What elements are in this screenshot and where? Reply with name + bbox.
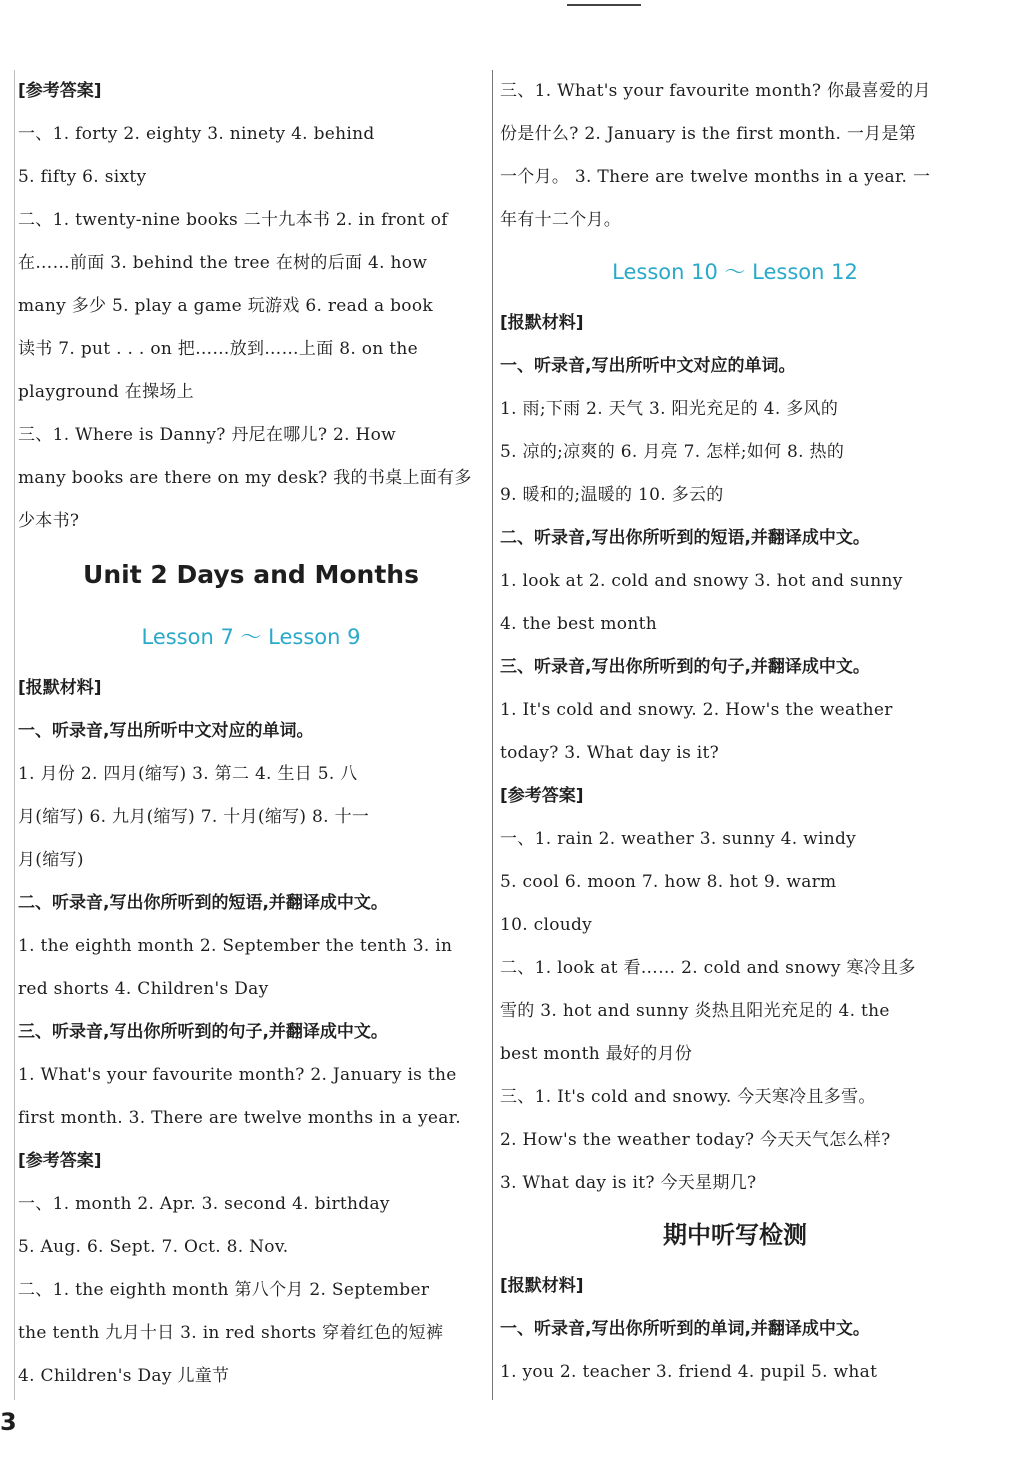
exam-title: 期中听写检测 [663, 1221, 807, 1249]
text-line: first month. 3. There are twelve months in a year. [18, 1108, 461, 1128]
text-line: 读书 7. put . . . on 把……放到……上面 8. on the [18, 339, 418, 359]
material-label: [报默材料] [500, 313, 584, 333]
text-line: 1. 月份 2. 四月(缩写) 3. 第二 4. 生日 5. 八 [18, 764, 358, 784]
text-line: 1. look at 2. cold and snowy 3. hot and sunny [500, 571, 903, 591]
text-line: 1. It's cold and snowy. 2. How's the weather [500, 700, 893, 720]
text-line: 5. Aug. 6. Sept. 7. Oct. 8. Nov. [18, 1237, 289, 1257]
text-line: 5. 凉的;凉爽的 6. 月亮 7. 怎样;如何 8. 热的 [500, 442, 845, 462]
text-line: red shorts 4. Children's Day [18, 979, 269, 999]
text-line: 份是什么? 2. January is the first month. 一月是第 [500, 124, 917, 144]
text-line: 二、1. the eighth month 第八个月 2. September [18, 1280, 430, 1300]
right-column [500, 70, 970, 1394]
text-line: 在……前面 3. behind the tree 在树的后面 4. how [18, 253, 428, 273]
text-line: 5. fifty 6. sixty [18, 167, 147, 187]
task-heading: 二、听录音,写出你所听到的短语,并翻译成中文。 [18, 893, 388, 913]
text-line: 三、1. What's your favourite month? 你最喜爱的月 [500, 81, 931, 101]
text-line: many books are there on my desk? 我的书桌上面有多 [18, 468, 472, 488]
text-line: 1. you 2. teacher 3. friend 4. pupil 5. what [500, 1362, 878, 1382]
text-line: 1. the eighth month 2. September the tenth 3. in [18, 936, 453, 956]
text-line: 5. cool 6. moon 7. how 8. hot 9. warm [500, 872, 837, 892]
task-heading: 三、听录音,写出你所听到的句子,并翻译成中文。 [500, 657, 870, 677]
text-line: 一、1. forty 2. eighty 3. ninety 4. behind [18, 124, 375, 144]
answer-block-1 [18, 113, 484, 543]
text-line: the tenth 九月十日 3. in red shorts 穿着红色的短裤 [18, 1323, 444, 1343]
left-column [18, 70, 484, 1398]
text-line: 三、1. Where is Danny? 丹尼在哪儿? 2. How [18, 425, 396, 445]
text-line: 月(缩写) [18, 850, 84, 870]
answer-label: [参考答案] [18, 1151, 102, 1171]
text-line: 3. What day is it? 今天星期几? [500, 1173, 757, 1193]
text-line: playground 在操场上 [18, 382, 194, 402]
text-line: today? 3. What day is it? [500, 743, 720, 763]
task-heading: 三、听录音,写出你所听到的句子,并翻译成中文。 [18, 1022, 388, 1042]
answer-label: [参考答案] [18, 81, 102, 101]
lesson-title: Lesson 7 ～ Lesson 9 [141, 625, 361, 649]
left-margin-rule [14, 70, 15, 1400]
top-mark [567, 4, 641, 6]
text-line: 年有十二个月。 [500, 210, 622, 230]
text-line: 少本书? [18, 511, 80, 531]
text-line: 二、1. look at 看…… 2. cold and snowy 寒冷且多 [500, 958, 916, 978]
text-line: 9. 暖和的;温暖的 10. 多云的 [500, 485, 724, 505]
text-line: 2. How's the weather today? 今天天气怎么样? [500, 1130, 891, 1150]
text-line: 一、1. month 2. Apr. 3. second 4. birthday [18, 1194, 390, 1214]
column-divider [492, 70, 493, 1400]
text-line: best month 最好的月份 [500, 1044, 693, 1064]
unit-title: Unit 2 Days and Months [83, 560, 419, 589]
text-line: many 多少 5. play a game 玩游戏 6. read a book [18, 296, 433, 316]
material-label: [报默材料] [18, 678, 102, 698]
material-label: [报默材料] [500, 1276, 584, 1296]
text-line: 4. Children's Day 儿童节 [18, 1366, 230, 1386]
text-line: 10. cloudy [500, 915, 593, 935]
text-line: 一、1. rain 2. weather 3. sunny 4. windy [500, 829, 857, 849]
task-heading: 一、听录音,写出所听中文对应的单词。 [18, 721, 314, 741]
text-line: 二、1. twenty-nine books 二十九本书 2. in front of [18, 210, 448, 230]
task-heading: 一、听录音,写出所听中文对应的单词。 [500, 356, 796, 376]
text-line: 月(缩写) 6. 九月(缩写) 7. 十月(缩写) 8. 十一 [18, 807, 370, 827]
task-heading: 一、听录音,写出你所听到的单词,并翻译成中文。 [500, 1319, 870, 1339]
answer-label: [参考答案] [500, 786, 584, 806]
page-number: 3 [0, 1408, 17, 1436]
lesson-title: Lesson 10 ～ Lesson 12 [612, 260, 858, 284]
text-line: 4. the best month [500, 614, 657, 634]
text-line: 雪的 3. hot and sunny 炎热且阳光充足的 4. the [500, 1001, 890, 1021]
text-line: 三、1. It's cold and snowy. 今天寒冷且多雪。 [500, 1087, 876, 1107]
text-line: 1. 雨;下雨 2. 天气 3. 阳光充足的 4. 多风的 [500, 399, 839, 419]
text-line: 1. What's your favourite month? 2. January is the [18, 1065, 457, 1085]
task-heading: 二、听录音,写出你所听到的短语,并翻译成中文。 [500, 528, 870, 548]
text-line: 一个月。 3. There are twelve months in a year. 一 [500, 167, 931, 187]
